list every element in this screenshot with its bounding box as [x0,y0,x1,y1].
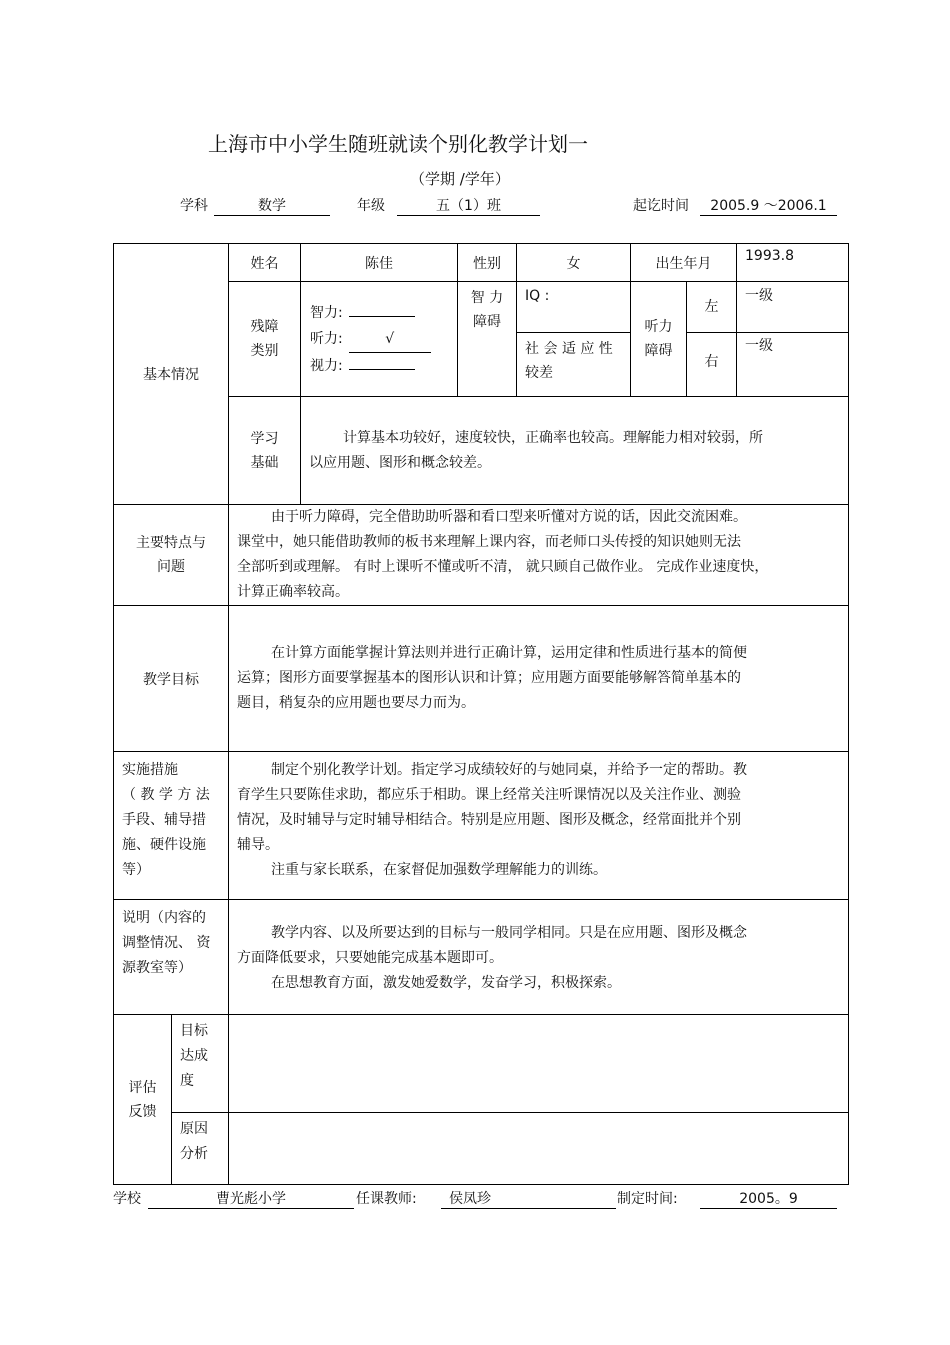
social-adaptation: 社 会 适 应 性 较差 [525,340,613,381]
teacher-value: 侯凤珍 [441,1188,616,1209]
name-label: 姓名 [229,244,301,282]
iq-field: IQ : [517,283,630,333]
hearing-impairment-label: 听力 障碍 [631,282,687,397]
date-label: 制定时间: [617,1191,678,1207]
gender-label: 性别 [458,244,517,282]
right-ear-label: 右 [687,333,737,396]
goal-achievement-field[interactable] [229,1015,849,1113]
plan-table [113,243,849,1185]
cause-analysis-label: 原因 分析 [172,1113,229,1185]
vision-value [349,369,415,370]
features-text: 由于听力障碍，完全借助助听器和看口型来听懂对方说的话，因此交流困难。 课堂中，她只能借助教师的板书来理解上课内容，而老师口头传授的知识她则无法 全部听到或理解。 有时上课听不懂或听不清， 就只顾自己做作业。 完成作业速度快， 计算正确率较高。 [229,505,849,606]
page-title: 上海市中小学生随班就读个别化教学计划一 [208,132,588,156]
gender-value: 女 [517,244,631,282]
disability-checklist: 智力: 听力: √ 视力: [301,282,458,397]
page-subtitle: （学期 /学年） [410,170,510,188]
goals-label: 教学目标 [114,606,229,752]
birth-value: 1993.8 [737,244,849,282]
goal-achievement-label: 目标 达成 度 [172,1015,229,1113]
subject-value: 数学 [214,195,330,216]
school-value: 曹光彪小学 [148,1188,354,1209]
left-ear-label: 左 [687,282,737,332]
period-value: 2005.9 ～2006.1 [700,195,837,216]
school-label: 学校 [113,1191,141,1207]
grade-label: 年级 [357,198,385,214]
study-foundation-label: 学习 基础 [229,397,301,505]
date-value: 2005。9 [700,1188,837,1209]
measures-label: 实施措施 （ 教 学 方 法 手段、辅导措 施、硬件设施 等） [114,752,229,900]
intellectual-impairment-label: 智 力 障碍 [458,282,517,397]
measures-text: 制定个别化教学计划。指定学习成绩较好的与她同桌，并给予一定的帮助。教 育学生只要陈佳求助，都应乐于相助。课上经常关注听课情况以及关注作业、测验 情况，及时辅导与定时辅导相结合。特别是应用题、图形及概念，经常面批并个别 辅导。 注重与家长联系，在家督促加强数学理解能力的训练。 [229,752,849,900]
cause-analysis-field[interactable] [229,1113,849,1185]
study-foundation-text: 计算基本功较好，速度较快，正确率也较高。理解能力相对较弱，所 以应用题、图形和概念较差。 [301,397,849,505]
subject-label: 学科 [180,198,208,214]
intellect-value [349,316,415,317]
name-value: 陈佳 [301,244,458,282]
notes-label: 说明（内容的 调整情况、 资 源教室等） [114,900,229,1015]
hearing-value: √ [349,326,431,353]
evaluation-label: 评估 反馈 [114,1015,172,1185]
disability-category-label: 残障 类别 [229,282,301,397]
goals-text: 在计算方面能掌握计算法则并进行正确计算，运用定律和性质进行基本的简便 运算；图形方面要掌握基本的图形认识和计算；应用题方面要能够解答简单基本的 题目，稍复杂的应用题也要尽力而为。 [229,606,849,752]
features-label: 主要特点与 问题 [114,505,229,606]
grade-value: 五（1）班 [397,195,540,216]
hearing-levels [687,282,849,397]
basic-info-label: 基本情况 [114,244,229,505]
intellectual-impairment-detail [517,282,631,397]
birth-label: 出生年月 [631,244,737,282]
period-label: 起讫时间 [633,198,689,214]
notes-text: 教学内容、以及所要达到的目标与一般同学相同。只是在应用题、图形及概念 方面降低要求，只要她能完成基本题即可。 在思想教育方面，激发她爱数学，发奋学习，积极探索。 [229,900,849,1015]
right-ear-value: 一级 [745,338,773,354]
teacher-label: 任课教师: [356,1191,417,1207]
left-ear-value: 一级 [745,288,773,304]
